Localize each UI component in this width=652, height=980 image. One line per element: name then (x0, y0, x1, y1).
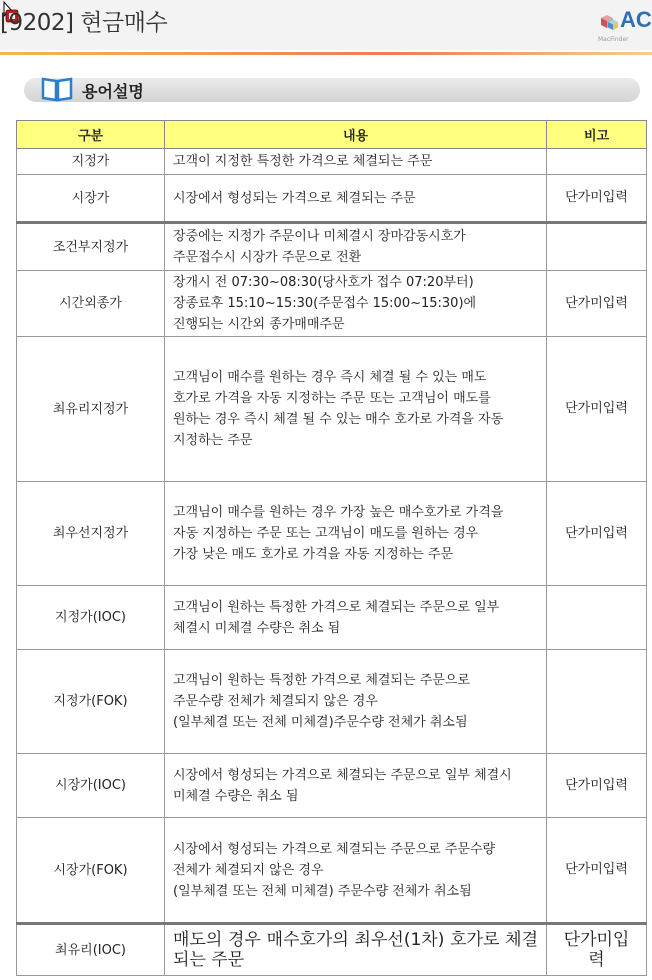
description-cell (165, 924, 547, 976)
description-line: 미체결 수량은 취소 됨 (173, 788, 299, 804)
description-cell (165, 754, 547, 818)
term-cell: 시장가(FOK) (17, 818, 165, 924)
description-line: (일부체결 또는 전체 미체결)주문수량 전체가 취소됨 (173, 715, 468, 730)
header-divider (0, 52, 652, 55)
term-cell: 시간외종가 (17, 271, 165, 337)
logo-text: AC (620, 7, 652, 32)
description-line: 매도의 경우 매수호가의 최우선(1차) 호가로 체결되는 주문 (173, 930, 538, 970)
table-row (17, 149, 647, 175)
column-header: 내용 (165, 121, 547, 149)
description-cell (165, 586, 547, 650)
description-cell (165, 482, 547, 586)
term-cell: 최우선지정가 (17, 482, 165, 586)
description-line: 주문수량 전체가 체결되지 않은 경우 (173, 694, 378, 709)
note-cell: 단가미입력 (547, 818, 647, 924)
table-row (17, 271, 647, 337)
description-cell (165, 818, 547, 924)
logo-subtext: MacFinder (598, 36, 629, 43)
description-line: 고객이 지정한 특정한 가격으로 체결되는 주문 (173, 154, 433, 169)
description-line: 체결시 미체결 수량은 취소 됨 (173, 620, 341, 636)
note-cell: 단가미입력 (547, 337, 647, 482)
description-line: 가장 낮은 매도 호가로 가격을 자동 지정하는 주문 (173, 547, 454, 562)
description-line: 시장에서 형성되는 가격으로 체결되는 주문 (173, 190, 416, 206)
description-line: 원하는 경우 즉시 체결 될 수 있는 매수 호가로 가격을 자동 (173, 412, 504, 427)
description-cell (165, 337, 547, 482)
description-line: 진행되는 시간외 종가매매주문 (173, 317, 345, 332)
table-row (17, 337, 647, 482)
description-cell (165, 650, 547, 754)
description-line: 장중에는 지정가 주문이나 미체결시 장마감동시호가 (173, 229, 466, 244)
column-header: 비고 (547, 121, 647, 149)
note-cell (547, 650, 647, 754)
note-cell (547, 223, 647, 271)
table-row (17, 754, 647, 818)
note-cell (547, 586, 647, 650)
table-row (17, 482, 647, 586)
term-cell: 최유리지정가 (17, 337, 165, 482)
table-row (17, 924, 647, 976)
term-cell: 최유리(IOC) (17, 924, 165, 976)
description-line: 지정하는 주문 (173, 433, 253, 448)
description-line: 시장에서 형성되는 가격으로 체결되는 주문으로 주문수량 (173, 841, 496, 857)
section-title: 용어설명 (82, 82, 144, 101)
description-line: 장개시 전 07:30~08:30(당사호가 접수 07:20부터) (173, 275, 474, 290)
description-line: 고객님이 매수를 원하는 경우 가장 높은 매수호가로 가격을 (173, 505, 504, 520)
book-icon (40, 75, 74, 103)
term-cell: 조건부지정가 (17, 223, 165, 271)
note-cell: 단가미입력 (547, 271, 647, 337)
column-header: 구분 (17, 121, 165, 149)
description-line: 자동 지정하는 주문 또는 고객님이 매도를 원하는 경우 (173, 526, 479, 541)
description-line: 장종료후 15:10~15:30(주문접수 15:00~15:30)에 (173, 296, 477, 311)
table-row (17, 175, 647, 223)
term-cell: 시장가(IOC) (17, 754, 165, 818)
description-cell (165, 271, 547, 337)
table-row (17, 223, 647, 271)
description-line: 고객님이 원하는 특정한 가격으로 체결되는 주문으로 (173, 673, 470, 688)
description-cell (165, 175, 547, 223)
term-cell: 지정가(FOK) (17, 650, 165, 754)
description-line: 호가로 가격을 자동 지정하는 주문 또는 고객님이 매도를 (173, 391, 491, 406)
terms-table (16, 120, 647, 976)
description-line: 시장에서 형성되는 가격으로 체결되는 주문으로 일부 체결시 (173, 767, 512, 783)
term-cell: 시장가 (17, 175, 165, 223)
page-title: [9202] 현금매수 (0, 10, 168, 36)
description-line: 주문접수시 시장가 주문으로 전환 (173, 250, 362, 265)
description-line: (일부체결 또는 전체 미체결) 주문수량 전체가 취소됨 (173, 883, 472, 899)
description-cell (165, 223, 547, 271)
term-cell: 지정가 (17, 149, 165, 175)
cubes-logo-icon (598, 10, 620, 32)
note-cell: 단가미입력 (547, 175, 647, 223)
table-row (17, 818, 647, 924)
table-row (17, 586, 647, 650)
description-line: 고객님이 매수를 원하는 경우 즉시 체결 될 수 있는 매도 (173, 370, 487, 385)
note-cell (547, 149, 647, 175)
table-header-row (17, 121, 647, 149)
description-line: 전체가 체결되지 않은 경우 (173, 862, 324, 878)
note-cell: 단가미입력 (547, 924, 647, 976)
term-cell: 지정가(IOC) (17, 586, 165, 650)
note-cell: 단가미입력 (547, 482, 647, 586)
note-cell: 단가미입력 (547, 754, 647, 818)
brand-logo (598, 6, 652, 46)
table-row (17, 650, 647, 754)
description-line: 고객님이 원하는 특정한 가격으로 체결되는 주문으로 일부 (173, 599, 500, 615)
description-cell (165, 149, 547, 175)
